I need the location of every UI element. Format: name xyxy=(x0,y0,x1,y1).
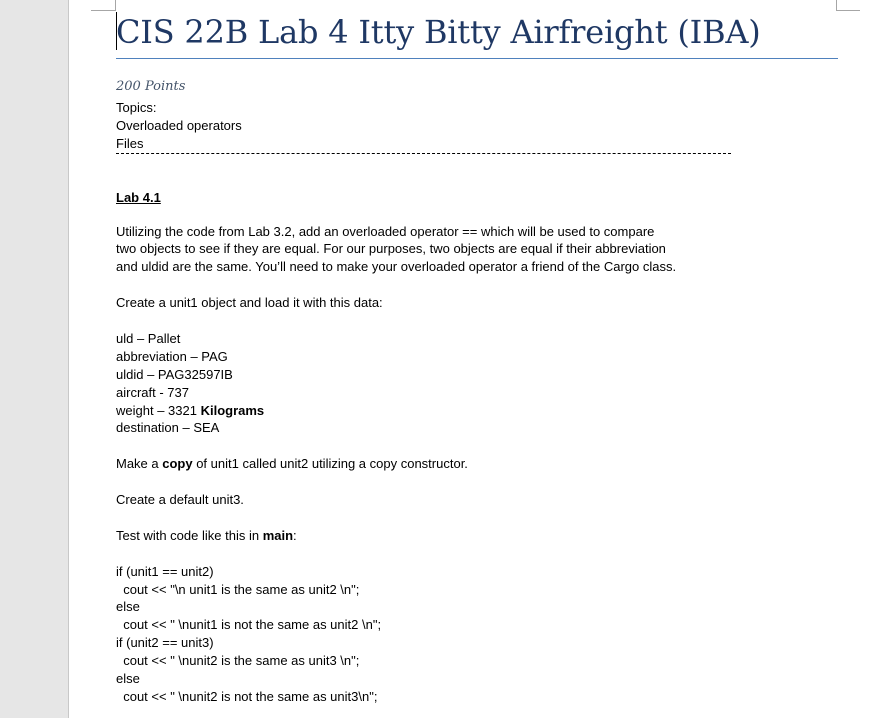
copy-line xyxy=(116,455,468,473)
code-line: cout << " \nunit2 is not the same as unit3\n"; xyxy=(116,689,378,704)
test-line-before: Test with code like this in xyxy=(116,528,263,543)
title-underline xyxy=(116,58,838,59)
crop-mark-right-h xyxy=(836,10,860,11)
test-line-bold: main xyxy=(262,528,294,543)
default-line: Create a default unit3. xyxy=(116,492,244,507)
points-subtitle: 200 Points xyxy=(116,79,186,94)
document-page xyxy=(68,0,887,718)
code-line: cout << " \nunit2 is the same as unit3 \n"; xyxy=(116,653,360,668)
copy-line-bold: copy xyxy=(162,456,193,471)
crop-mark-left-v xyxy=(115,0,116,11)
topic-item: Files xyxy=(116,136,144,151)
intro-line: and uldid are the same. You’ll need to make your overloaded operator a friend of the Cargo class. xyxy=(116,259,677,274)
topic-item: Overloaded operators xyxy=(116,118,242,133)
crop-mark-left-h xyxy=(91,10,115,11)
data-line-uldid: uldid – PAG32597IB xyxy=(116,367,233,382)
document-title: CIS 22B Lab 4 Itty Bitty Airfreight (IBA) xyxy=(116,13,761,51)
topics-label: Topics: xyxy=(116,100,157,115)
dashed-separator xyxy=(116,153,731,154)
intro-line: two objects to see if they are equal. For our purposes, two objects are equal if their abbreviation xyxy=(116,241,666,256)
data-line-uld: uld – Pallet xyxy=(116,331,181,346)
crop-mark-right-v xyxy=(836,0,837,11)
data-line-destination: destination – SEA xyxy=(116,420,220,435)
copy-line-after: of unit1 called unit2 utilizing a copy constructor. xyxy=(192,456,468,471)
code-line: if (unit1 == unit2) xyxy=(116,564,214,579)
data-line-abbreviation: abbreviation – PAG xyxy=(116,349,228,364)
test-line xyxy=(116,527,297,545)
test-line-after: : xyxy=(293,528,297,543)
create-unit1-line: Create a unit1 object and load it with this data: xyxy=(116,295,383,310)
weight-unit: Kilograms xyxy=(200,403,265,418)
code-line: if (unit2 == unit3) xyxy=(116,635,214,650)
copy-line-before: Make a xyxy=(116,456,163,471)
section-heading: Lab 4.1 xyxy=(116,190,161,205)
code-line: else xyxy=(116,671,140,686)
data-line-aircraft: aircraft - 737 xyxy=(116,385,189,400)
code-line: else xyxy=(116,599,140,614)
data-line-weight xyxy=(116,402,264,420)
weight-value: weight – 3321 xyxy=(116,403,201,418)
code-line: cout << "\n unit1 is the same as unit2 \n"; xyxy=(116,582,360,597)
code-line: cout << " \nunit1 is not the same as unit2 \n"; xyxy=(116,617,382,632)
intro-line: Utilizing the code from Lab 3.2, add an overloaded operator == which will be used to compare xyxy=(116,224,655,239)
